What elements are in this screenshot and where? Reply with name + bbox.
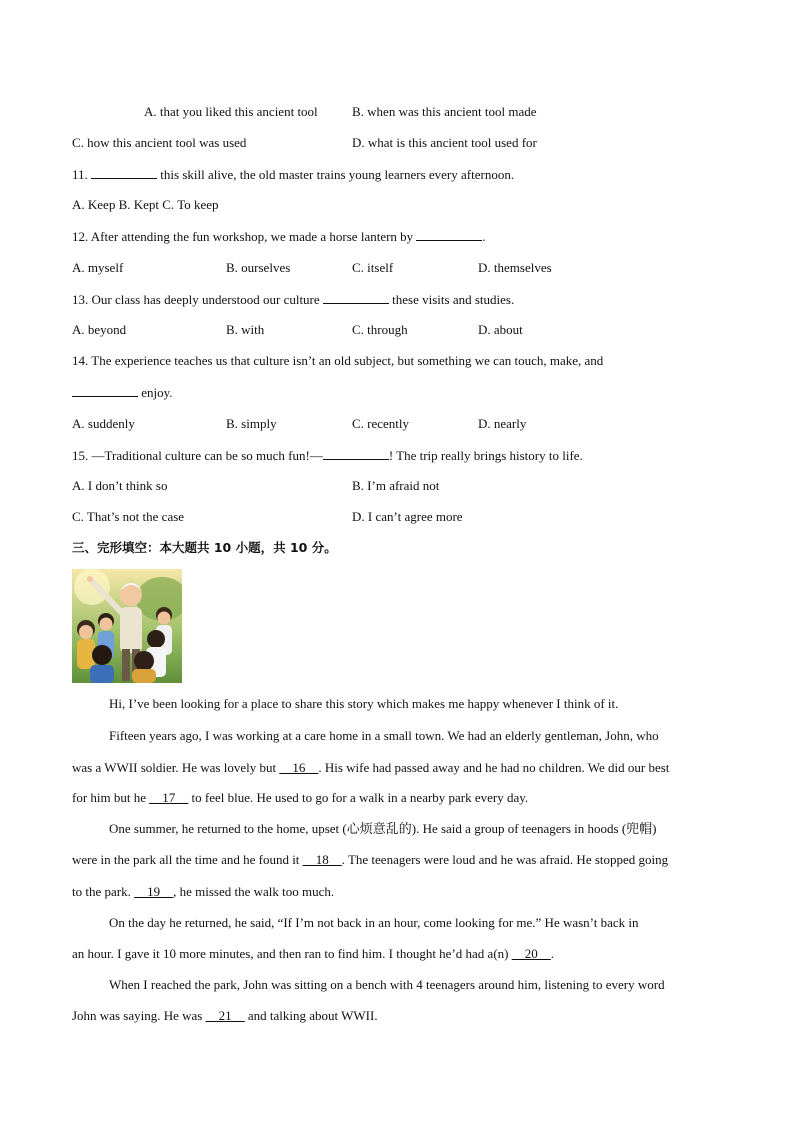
passage-text: John was saying. He was <box>72 1008 203 1023</box>
q13-option-c: C. through <box>352 322 408 337</box>
q11-stem <box>72 166 514 183</box>
passage-paragraph-5-line1: When I reached the park, John was sitting on a bench with 4 teenagers around him, listening to every word <box>109 977 665 992</box>
passage-text: to feel blue. He used to go for a walk in a nearby park every day. <box>191 790 529 805</box>
q14-text: The experience teaches us that culture isn’t an old subject, but something we can touch, make, and <box>91 353 604 368</box>
passage-text: were in the park all the time and he found it <box>72 852 300 867</box>
q13-number: 13. <box>72 292 89 307</box>
blank-20: __20__ <box>511 946 551 961</box>
blank-17: __17__ <box>149 790 189 805</box>
blank-16: __16__ <box>279 760 319 775</box>
q15-option-c: C. That’s not the case <box>72 509 185 524</box>
q14-text2: enjoy. <box>141 385 173 400</box>
q12-option-a: A. myself <box>72 260 124 275</box>
q10-option-c: C. how this ancient tool was used <box>72 135 247 150</box>
passage-paragraph-4-line2 <box>72 946 716 962</box>
q12-option-c: C. itself <box>352 260 394 275</box>
passage-paragraph-3-line1: One summer, he returned to the home, upset (心烦意乱的). He said a group of teenagers in hoods (兜帽) <box>109 821 657 836</box>
q12-stem <box>72 228 486 245</box>
q13-stem <box>72 291 514 308</box>
q13-option-b: B. with <box>226 322 265 337</box>
q13-option-a: A. beyond <box>72 322 127 337</box>
q11-blank <box>91 166 157 179</box>
q14-stem <box>72 353 603 369</box>
passage-text: an hour. I gave it 10 more minutes, and then ran to find him. I thought he’d had a(n) <box>72 946 509 961</box>
q14-options <box>72 416 722 432</box>
passage-paragraph-2-line1: Fifteen years ago, I was working at a care home in a small town. We had an elderly gentleman, John, who <box>109 728 659 743</box>
q14-stem-cont <box>72 384 173 401</box>
q15-option-d: D. I can’t agree more <box>352 509 463 524</box>
passage-text: . <box>550 946 554 961</box>
passage-paragraph-2-line2 <box>72 760 716 776</box>
q13-blank <box>323 291 389 304</box>
q15-blank <box>323 447 389 460</box>
q15-number: 15. <box>72 448 89 463</box>
q13-text: Our class has deeply understood our culture <box>91 292 320 307</box>
q11-options: A. Keep B. Kept C. To keep <box>72 197 219 212</box>
story-illustration <box>72 569 182 683</box>
q15-text2: ! The trip really brings history to life. <box>388 448 583 463</box>
q15-text: —Traditional culture can be so much fun!— <box>91 448 323 463</box>
grandpa-kids-image <box>72 569 182 683</box>
passage-text: . His wife had passed away and he had no children. We did our best <box>318 760 670 775</box>
passage-text: for him but he <box>72 790 147 805</box>
q12-number: 12. <box>72 229 89 244</box>
passage-text: to the park. <box>72 884 131 899</box>
q14-option-c: C. recently <box>352 416 410 431</box>
q15-option-a: A. I don’t think so <box>72 478 168 493</box>
section-heading: 三、完形填空：本大题共 10 小题，共 10 分。 <box>72 540 337 555</box>
passage-paragraph-3-line3 <box>72 884 716 900</box>
q12-blank <box>416 228 482 241</box>
q15-options-row1 <box>72 478 722 494</box>
blank-19: __19__ <box>134 884 174 899</box>
blank-18: __18__ <box>302 852 342 867</box>
passage-paragraph-4-line1: On the day he returned, he said, “If I’m not back in an hour, come looking for me.” He wasn’t back in <box>109 915 639 930</box>
passage-paragraph-2-line3 <box>72 790 716 806</box>
q12-end: . <box>482 229 486 244</box>
passage-paragraph-5-line2 <box>72 1008 716 1024</box>
q11-number: 11. <box>72 167 88 182</box>
q13-options <box>72 322 722 338</box>
q10-option-a: A. that you liked this ancient tool <box>144 104 318 119</box>
q14-option-a: A. suddenly <box>72 416 135 431</box>
passage-text: , he missed the walk too much. <box>173 884 335 899</box>
q11-text: this skill alive, the old master trains young learners every afternoon. <box>160 167 515 182</box>
q13-text2: these visits and studies. <box>392 292 515 307</box>
q15-option-b: B. I’m afraid not <box>352 478 440 493</box>
q10-option-d: D. what is this ancient tool used for <box>352 135 537 150</box>
q14-option-b: B. simply <box>226 416 277 431</box>
q14-blank <box>72 384 138 397</box>
q13-option-d: D. about <box>478 322 523 337</box>
passage-text: . The teenagers were loud and he was afraid. He stopped going <box>341 852 669 867</box>
q14-option-d: D. nearly <box>478 416 527 431</box>
passage-paragraph-3-line2 <box>72 852 716 868</box>
q12-option-b: B. ourselves <box>226 260 291 275</box>
q15-stem <box>72 447 583 464</box>
passage-text: and talking about WWII. <box>247 1008 378 1023</box>
q14-number: 14. <box>72 353 89 368</box>
passage-text: was a WWII soldier. He was lovely but <box>72 760 277 775</box>
q10-option-b: B. when was this ancient tool made <box>352 104 537 119</box>
blank-21: __21__ <box>205 1008 245 1023</box>
q15-options-row2 <box>72 509 722 525</box>
q12-options <box>72 260 722 276</box>
passage-paragraph-1: Hi, I’ve been looking for a place to share this story which makes me happy whenever I think of it. <box>109 696 619 711</box>
q12-text: After attending the fun workshop, we made a horse lantern by <box>90 229 414 244</box>
q12-option-d: D. themselves <box>478 260 552 275</box>
